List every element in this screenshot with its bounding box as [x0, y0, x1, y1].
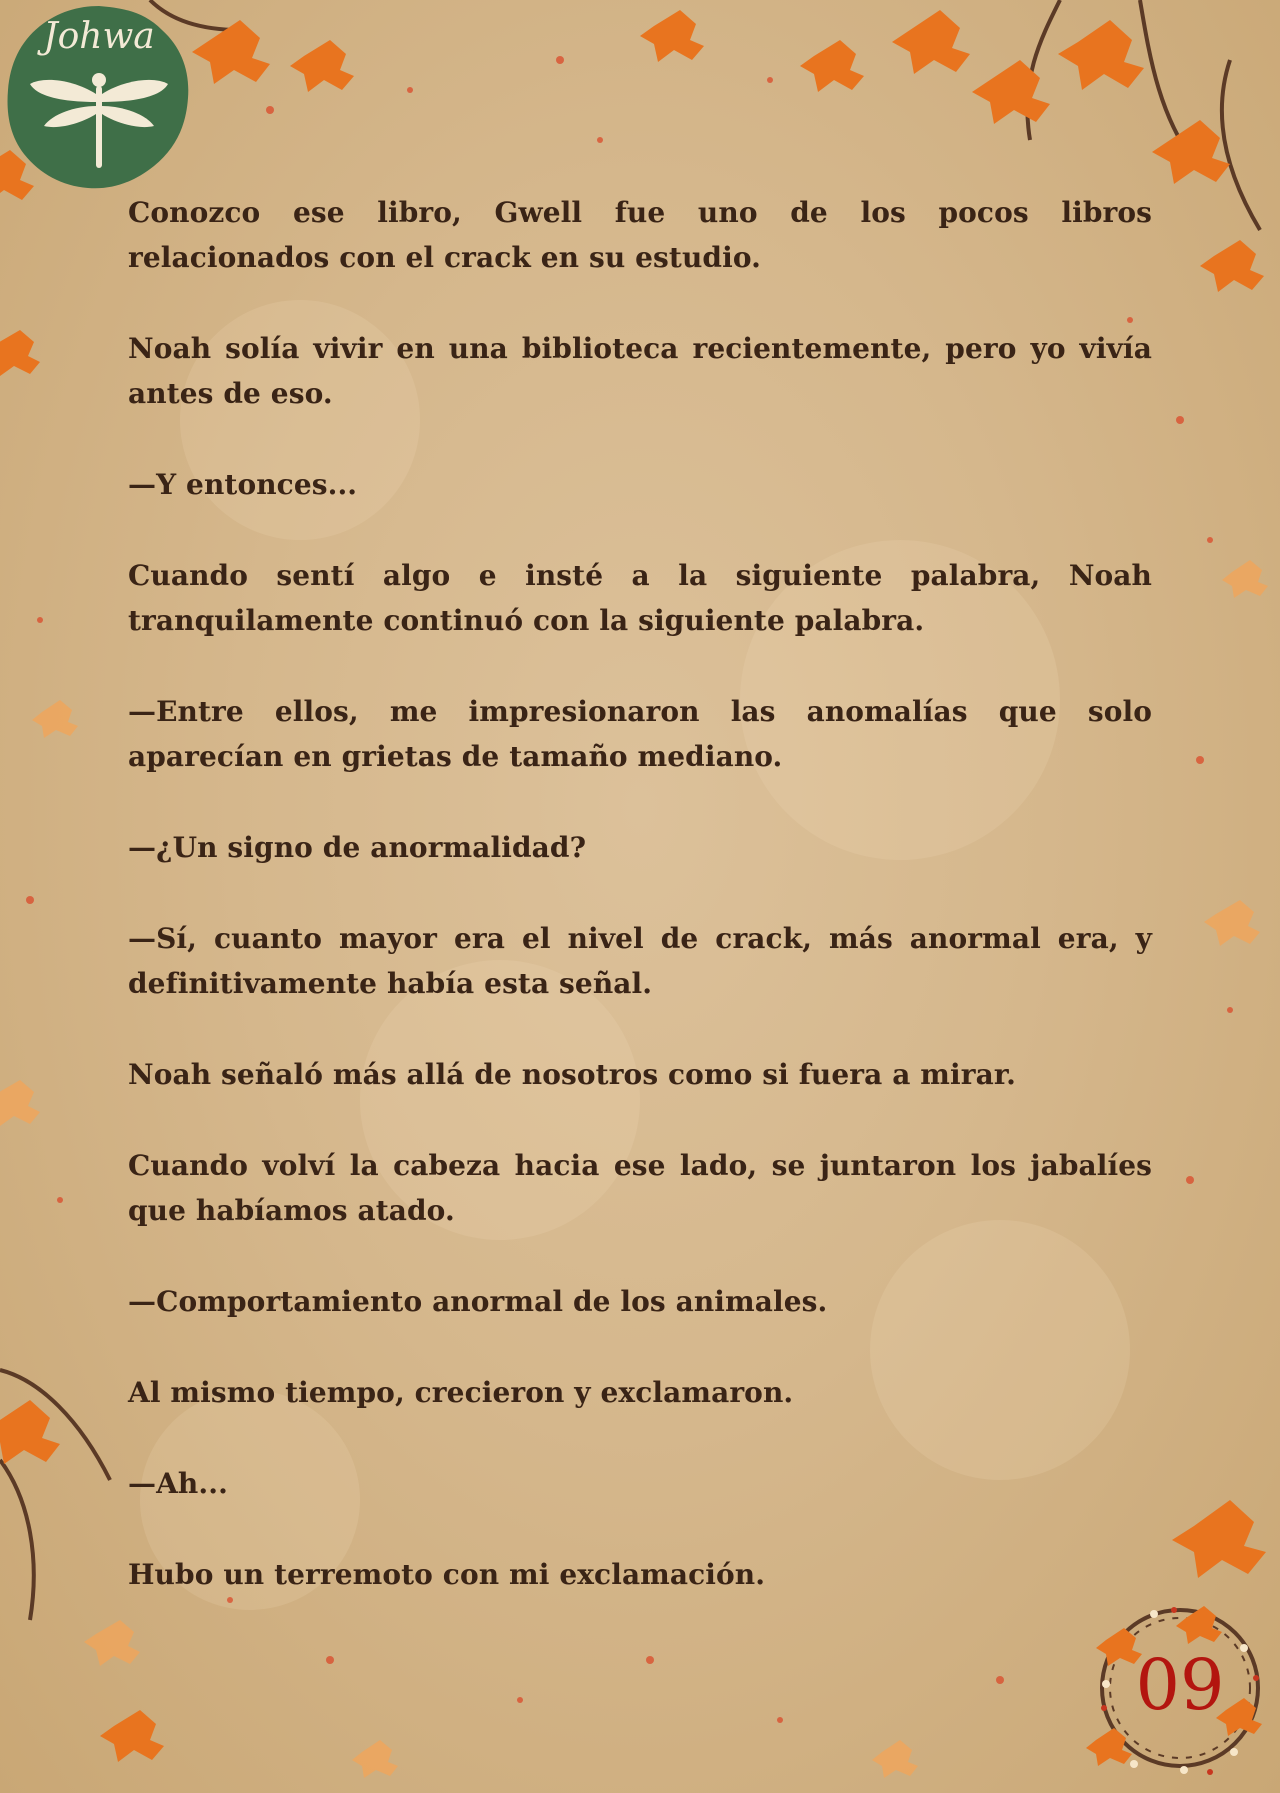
- paragraph: Hubo un terremoto con mi exclamación.: [128, 1558, 766, 1591]
- paragraph: —Y entonces...: [128, 468, 358, 501]
- paragraph: —Entre ellos, me impresionaron las anomalías que solo aparecían en grietas de tamaño mediano.: [128, 695, 1152, 773]
- paragraph: Noah señaló más allá de nosotros como si fuera a mirar.: [128, 1058, 1016, 1091]
- story-text: [128, 190, 1152, 1643]
- paragraph: Conozco ese libro, Gwell fue uno de los pocos libros relacionados con el crack en su estudio.: [128, 196, 1152, 274]
- page-number: 09: [1135, 1644, 1225, 1726]
- paragraph: —Sí, cuanto mayor era el nivel de crack, más anormal era, y definitivamente había esta señal.: [128, 922, 1152, 1000]
- paragraph: Cuando volví la cabeza hacia ese lado, se juntaron los jabalíes que habíamos atado.: [128, 1149, 1152, 1227]
- logo-text: Johwa: [43, 16, 155, 57]
- paragraph: —¿Un signo de anormalidad?: [128, 831, 587, 864]
- paragraph: Cuando sentí algo e insté a la siguiente palabra, Noah tranquilamente continuó con la siguiente palabra.: [128, 559, 1152, 637]
- paragraph: —Ah...: [128, 1467, 228, 1500]
- johwa-logo: [4, 2, 194, 192]
- paragraph: Al mismo tiempo, crecieron y exclamaron.: [128, 1376, 794, 1409]
- page-number-badge: [1084, 1588, 1276, 1788]
- paragraph: Noah solía vivir en una biblioteca recientemente, pero yo vivía antes de eso.: [128, 332, 1152, 410]
- paragraph: —Comportamiento anormal de los animales.: [128, 1285, 828, 1318]
